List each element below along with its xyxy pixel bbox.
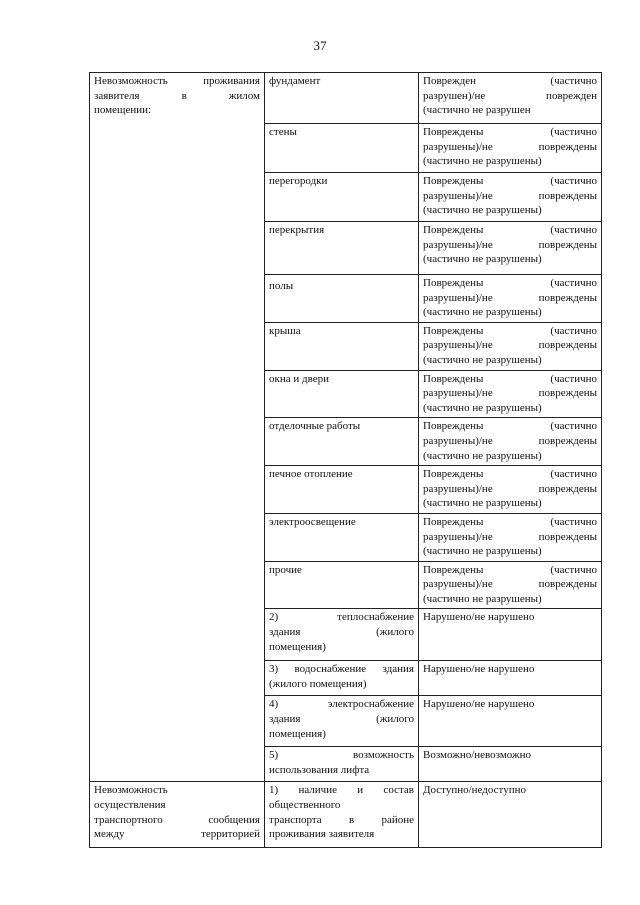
element-line: транспорта в районе <box>269 813 414 826</box>
page-number: 37 <box>313 38 327 53</box>
status-line: (частично не разрушен <box>423 104 531 117</box>
status-line: разрушены)/не повреждены <box>423 434 597 447</box>
element-line: здания (жилого <box>269 713 414 726</box>
status-line: разрушен)/не поврежден <box>423 89 597 102</box>
element-cell <box>265 173 419 222</box>
criterion-text: Невозможность проживания заявителя в жилом <box>94 75 260 102</box>
criterion-text: между территорией <box>94 828 260 841</box>
criterion-text: осуществления <box>94 799 166 812</box>
status-cell <box>419 696 602 747</box>
element-line: общественного <box>269 799 341 812</box>
status-line: Повреждены (частично <box>423 324 597 337</box>
status-line: Поврежден (частично <box>423 75 597 87</box>
status-line: Повреждены (частично <box>423 372 597 385</box>
assessment-table <box>89 72 602 848</box>
status-line: Повреждены (частично <box>423 563 597 576</box>
status-line: разрушены)/не повреждены <box>423 189 597 202</box>
status-line: разрушены)/не повреждены <box>423 387 597 400</box>
criterion-text: транспортного сообщения <box>94 813 260 826</box>
element-cell <box>265 73 419 124</box>
status-cell <box>419 173 602 222</box>
element-cell <box>265 561 419 609</box>
element-line: помещения) <box>269 727 326 740</box>
element-cell <box>265 696 419 747</box>
criterion-text: Невозможность <box>94 784 168 797</box>
element-line: здания (жилого <box>269 626 414 639</box>
status-line: (частично не разрушены) <box>423 592 542 605</box>
status-cell <box>419 661 602 696</box>
element-cell <box>265 782 419 848</box>
element-label: перегородки <box>269 175 328 187</box>
status-text: Доступно/недоступно <box>423 784 526 797</box>
element-line: 5) возможность <box>269 749 414 762</box>
criterion-cell-living <box>90 73 265 782</box>
element-line: (жилого помещения) <box>269 678 367 691</box>
status-text: Нарушено/не нарушено <box>423 698 535 711</box>
element-label: окна и двери <box>269 372 329 385</box>
status-cell <box>419 222 602 275</box>
table-row <box>90 782 602 848</box>
status-line: (частично не разрушены) <box>423 155 542 168</box>
status-text: Возможно/невозможно <box>423 749 532 762</box>
element-cell <box>265 609 419 661</box>
status-cell <box>419 561 602 609</box>
element-cell <box>265 513 419 561</box>
status-line: разрушены)/не повреждены <box>423 530 597 543</box>
status-text: Нарушено/не нарушено <box>423 611 535 624</box>
element-label: стены <box>269 126 297 138</box>
element-label: отделочные работы <box>269 420 361 433</box>
element-label: фундамент <box>269 75 321 87</box>
criterion-text: помещении: <box>94 104 152 117</box>
status-cell <box>419 513 602 561</box>
status-line: разрушены)/не повреждены <box>423 339 597 352</box>
status-line: Повреждены (частично <box>423 175 597 187</box>
status-cell <box>419 73 602 124</box>
status-line: (частично не разрушены) <box>423 497 542 510</box>
status-line: (частично не разрушены) <box>423 545 542 558</box>
status-cell <box>419 782 602 848</box>
status-cell <box>419 370 602 418</box>
element-cell <box>265 747 419 782</box>
element-label: прочие <box>269 563 302 576</box>
status-line: (частично не разрушены) <box>423 306 542 319</box>
element-cell <box>265 322 419 370</box>
status-line: (частично не разрушены) <box>423 449 542 462</box>
status-cell <box>419 124 602 173</box>
element-line: 3) водоснабжение здания <box>269 663 414 676</box>
status-cell <box>419 609 602 661</box>
status-line: разрушены)/не повреждены <box>423 140 597 153</box>
element-line: проживания заявителя <box>269 828 375 841</box>
status-line: разрушены)/не повреждены <box>423 291 597 304</box>
status-cell <box>419 418 602 466</box>
element-label: печное отопление <box>269 468 353 481</box>
status-line: разрушены)/не повреждены <box>423 578 597 591</box>
criterion-cell-transport <box>90 782 265 848</box>
status-line: Повреждены (частично <box>423 468 597 481</box>
element-label: перекрытия <box>269 224 325 236</box>
status-text: Нарушено/не нарушено <box>423 663 535 676</box>
table-row <box>90 73 602 124</box>
status-line: Повреждены (частично <box>423 515 597 528</box>
status-line: Повреждены (частично <box>423 420 597 433</box>
element-cell <box>265 418 419 466</box>
status-line: разрушены)/не повреждены <box>423 482 597 495</box>
status-cell <box>419 275 602 323</box>
element-label: полы <box>269 280 294 292</box>
element-label: электроосвещение <box>269 515 356 528</box>
element-cell <box>265 124 419 173</box>
element-line: 4) электроснабжение <box>269 698 414 711</box>
element-cell <box>265 275 419 323</box>
element-cell <box>265 370 419 418</box>
element-line: 2) теплоснабжение <box>269 611 414 624</box>
status-line: (частично не разрушены) <box>423 401 542 414</box>
status-cell <box>419 747 602 782</box>
status-cell <box>419 322 602 370</box>
element-label: крыша <box>269 324 301 337</box>
status-line: Повреждены (частично <box>423 126 597 138</box>
status-line: (частично не разрушены) <box>423 253 542 266</box>
status-cell <box>419 466 602 514</box>
element-cell <box>265 222 419 275</box>
status-line: (частично не разрушены) <box>423 353 542 366</box>
element-line: 1) наличие и состав <box>269 784 414 797</box>
element-line: помещения) <box>269 640 326 653</box>
status-line: разрушены)/не повреждены <box>423 238 597 251</box>
status-line: Повреждены (частично <box>423 224 597 236</box>
element-cell <box>265 661 419 696</box>
element-line: использования лифта <box>269 764 370 777</box>
element-cell <box>265 466 419 514</box>
status-line: Повреждены (частично <box>423 277 597 289</box>
status-line: (частично не разрушены) <box>423 204 542 217</box>
